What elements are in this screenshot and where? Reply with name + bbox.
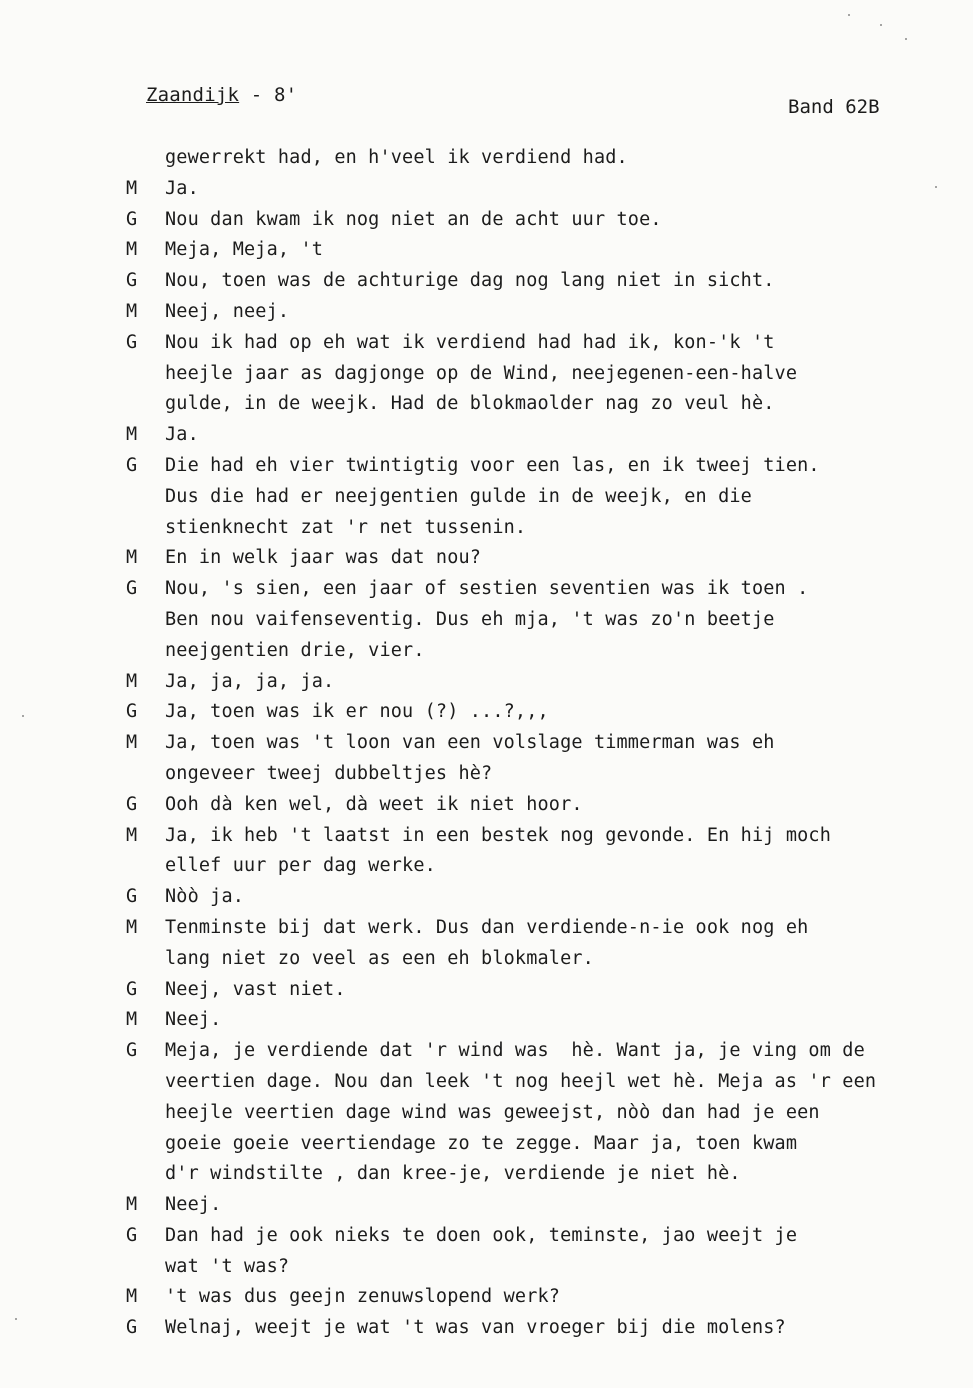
speaker-label: G (126, 793, 138, 815)
speaker-label: G (126, 1224, 138, 1246)
utterance-text: Meja, je verdiende dat 'r wind was hè. Want ja, je ving om de veertien dage. Nou dan leek 't nog heejl wet hè. Meja as 'r een heejle veertien dage wind was geweejst, nòò dan had je een goeie goeie veertiendage zo te zegge. Maar ja, toen kwam d'r windstilte , dan kree-je, verdiende je niet hè. (165, 1040, 877, 1185)
transcript-entry (126, 174, 966, 205)
utterance-text: Meja, Meja, 't (165, 239, 324, 261)
speaker-label: M (126, 824, 138, 846)
scan-speck (15, 1318, 17, 1320)
speaker-label: M (126, 1009, 138, 1031)
transcript-entry (126, 328, 966, 420)
speaker-label: M (126, 670, 138, 692)
utterance-text: Dan had je ook nieks te doen ook, teminste, jao weejt je wat 't was? (165, 1224, 798, 1277)
scan-speck (935, 186, 937, 188)
speaker-label: G (126, 578, 138, 600)
utterance-text: Nou ik had op eh wat ik verdiend had had ik, kon-'k 't heejle jaar as dagjonge op de Wind, neejegenen-een-halve gulde, in de weejk. Had de blokmaolder nag zo veul hè. (165, 331, 798, 415)
utterance-text: Nou dan kwam ik nog niet an de acht uur toe. (165, 208, 662, 230)
utterance-text: Neej, vast niet. (165, 978, 346, 1000)
transcript-entry (126, 1221, 966, 1283)
transcript-entry (126, 451, 966, 543)
transcript-entry (126, 420, 966, 451)
transcript-entry (126, 667, 966, 698)
utterance-text: Ja, ik heb 't laatst in een bestek nog gevonde. En hij moch ellef uur per dag werke. (165, 824, 831, 877)
transcript-entry (126, 790, 966, 821)
transcript-entry (126, 543, 966, 574)
utterance-text: Neej, neej. (165, 300, 290, 322)
utterance-text: Die had eh vier twintigtig voor een las, en ik tweej tien. Dus die had er neejgentien gulde in de weejk, en die stienknecht zat 'r net tussenin. (165, 454, 820, 538)
speaker-label: G (126, 331, 138, 353)
utterance-text: Ja, ja, ja, ja. (165, 670, 335, 692)
transcript (126, 143, 966, 1344)
transcript-entry (126, 1005, 966, 1036)
transcript-entry (126, 297, 966, 328)
scan-speck (880, 24, 882, 26)
speaker-label: M (126, 239, 138, 261)
speaker-label: G (126, 701, 138, 723)
utterance-text: Ooh dà ken wel, dà weet ik niet hoor. (165, 793, 583, 815)
utterance-text: Ja. (165, 177, 199, 199)
utterance-text: Welnaj, weejt je wat 't was van vroeger bij die molens? (165, 1317, 786, 1339)
scan-speck (905, 38, 907, 40)
speaker-label: G (126, 208, 138, 230)
header-tape-label: Band 62B (788, 96, 880, 118)
transcript-entry (126, 1190, 966, 1221)
header-place: Zaandijk (146, 84, 240, 106)
transcript-entry (126, 235, 966, 266)
utterance-text: Ja. (165, 424, 199, 446)
utterance-text: 't was dus geejn zenuwslopend werk? (165, 1286, 561, 1308)
transcript-entry (126, 975, 966, 1006)
speaker-label: M (126, 1286, 138, 1308)
speaker-label: M (126, 732, 138, 754)
speaker-label: M (126, 177, 138, 199)
transcript-entry (126, 728, 966, 790)
transcript-entry (126, 913, 966, 975)
utterance-text: Neej. (165, 1009, 222, 1031)
speaker-label (126, 143, 165, 174)
transcript-entry (126, 697, 966, 728)
speaker-label: M (126, 547, 138, 569)
transcript-entry (126, 821, 966, 883)
transcript-entry (126, 143, 966, 174)
header-page-number: - 8' (250, 84, 298, 106)
transcript-entry (126, 266, 966, 297)
utterance-text: Nou, toen was de achturige dag nog lang niet in sicht. (165, 270, 775, 292)
utterance-text: Tenminste bij dat werk. Dus dan verdiende-n-ie ook nog eh lang niet zo veel as een eh blokmaler. (165, 916, 809, 969)
utterance-text: Ja, toen was 't loon van een volslage timmerman was eh ongeveer tweej dubbeltjes hè? (165, 732, 775, 784)
speaker-label: G (126, 978, 138, 1000)
page-header-left (146, 84, 297, 106)
utterance-text: gewerrekt had, en h'veel ik verdiend had. (165, 147, 628, 168)
transcript-entry (126, 1313, 966, 1344)
utterance-text: Nòò ja. (165, 886, 245, 908)
transcript-entry (126, 1282, 966, 1313)
speaker-label: M (126, 1194, 138, 1216)
speaker-label: G (126, 1040, 138, 1062)
transcript-entry (126, 205, 966, 236)
speaker-label: G (126, 270, 138, 292)
utterance-text: Neej. (165, 1194, 222, 1216)
speaker-label: G (126, 1317, 138, 1339)
transcript-entry (126, 882, 966, 913)
utterance-text: Ja, toen was ik er nou (?) ...?,,, (165, 701, 549, 723)
transcript-entry (126, 1036, 966, 1190)
utterance-text: En in welk jaar was dat nou? (165, 547, 482, 569)
utterance-text: Nou, 's sien, een jaar of sestien seventien was ik toen . Ben nou vaifenseventig. Dus eh mja, 't was zo'n beetje neejgentien drie, vier. (165, 578, 809, 661)
speaker-label: G (126, 454, 138, 476)
speaker-label: M (126, 424, 138, 446)
scan-speck (22, 715, 24, 717)
speaker-label: G (126, 886, 138, 908)
speaker-label: M (126, 916, 138, 938)
speaker-label: M (126, 300, 138, 322)
scan-speck (848, 14, 850, 16)
transcript-entry (126, 574, 966, 666)
